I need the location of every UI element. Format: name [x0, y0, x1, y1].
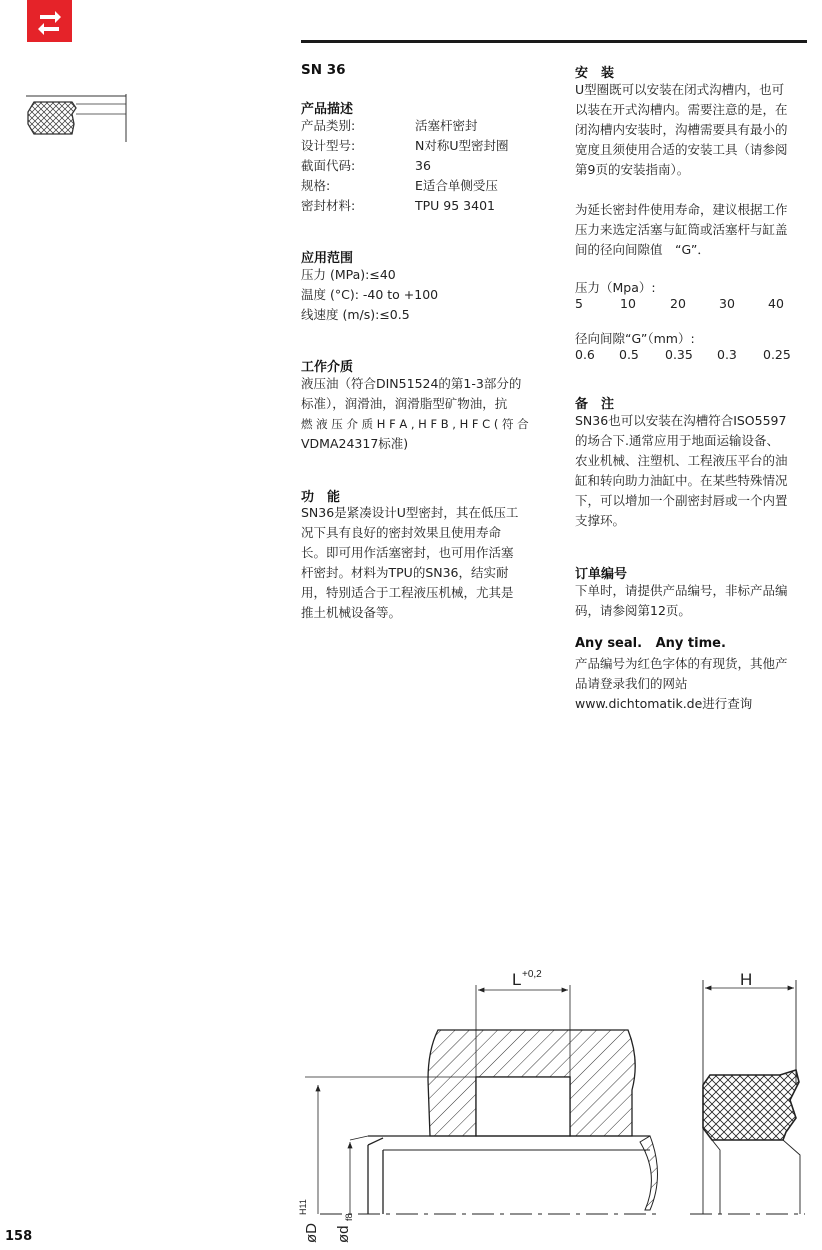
installation-heading: 安 装 [575, 66, 615, 81]
installation-line: 以装在开式沟槽内。需要注意的是，在 [575, 102, 788, 117]
groove [476, 1077, 570, 1136]
row-value: 36 [415, 158, 431, 173]
page-number: 158 [5, 1229, 33, 1244]
pressure-value: 40 [768, 296, 784, 311]
application-line: 线速度 (m/s):≤0.5 [301, 307, 410, 322]
application-line: 温度 (°C): -40 to +100 [301, 287, 439, 302]
gap-value: 0.3 [717, 347, 737, 362]
order-line: 品请登录我们的网站 [575, 676, 688, 691]
row-value: E适合单侧受压 [415, 178, 498, 193]
pressure-value: 20 [670, 296, 686, 311]
pressure-value: 10 [620, 296, 636, 311]
function-line: 杆密封。材料为TPU的SN36，结实耐 [301, 565, 509, 580]
row-value: TPU 95 3401 [415, 198, 495, 213]
pressure-label: 压力（Mpa）: [575, 280, 656, 295]
installation-line: 压力来选定活塞与缸筒或活塞杆与缸盖 [575, 222, 788, 237]
remarks-line: 农业机械、注塑机、工程液压平台的油 [575, 453, 788, 468]
row-label: 设计型号: [301, 138, 356, 153]
function-line: SN36是紧凑设计U型密封，其在低压工 [301, 505, 519, 520]
label-L: L [512, 970, 522, 989]
medium-line: 标准），润滑油，润滑脂型矿物油，抗 [301, 396, 508, 411]
installation-line: 宽度且须使用合适的安装工具（请参阅 [575, 142, 788, 157]
installation-line: 为延长密封件使用寿命，建议根据工作 [575, 202, 788, 217]
pressure-value: 5 [575, 296, 583, 311]
rod-section [320, 1136, 660, 1214]
function-line: 况下具有良好的密封效果且使用寿命 [301, 525, 502, 540]
gap-value: 0.5 [619, 347, 639, 362]
row-value: 活塞杆密封 [415, 118, 478, 133]
gap-value: 0.6 [575, 347, 595, 362]
label-d: ød [335, 1225, 352, 1243]
label-H: H [740, 970, 753, 989]
remarks-line: 的场合下.通常应用于地面运输设备、 [575, 433, 779, 448]
gap-label: 径向间隙“G”（mm）: [575, 331, 695, 346]
remarks-line: 缸和转向助力油缸中。在某些特殊情况 [575, 473, 788, 488]
description-heading: 产品描述 [301, 102, 354, 117]
application-heading: 应用范围 [301, 251, 354, 266]
order-heading: 订单编号 [575, 567, 628, 582]
remarks-line: 支撑环。 [575, 513, 626, 528]
application-line: 压力 (MPa):≤40 [301, 267, 396, 282]
medium-line: 燃 液 压 介 质 H F A , H F B , H F C ( 符 合 [301, 417, 529, 431]
medium-heading: 工作介质 [301, 360, 354, 375]
remarks-line: SN36也可以安装在沟槽符合ISO5597 [575, 413, 787, 428]
order-line: 下单时，请提供产品编号，非标产品编 [575, 583, 788, 598]
order-line: 码，请参阅第12页。 [575, 603, 691, 618]
installation-line: 闭沟槽内安装时，沟槽需要具有最小的 [575, 122, 788, 137]
row-label: 截面代码: [301, 158, 356, 173]
label-D: øD [303, 1223, 320, 1243]
row-value: N对称U型密封圈 [415, 138, 509, 153]
remarks-line: 下，可以增加一个副密封唇或一个内置 [575, 493, 788, 508]
function-line: 用，特别适合于工程液压机械，尤其是 [301, 585, 514, 600]
slogan: Any seal. Any time. [575, 636, 726, 651]
row-label: 密封材料: [301, 198, 356, 213]
order-line: 产品编号为红色字体的有现货，其他产 [575, 656, 788, 671]
function-heading: 功 能 [301, 490, 341, 505]
seal-cross-section [690, 970, 805, 1214]
function-line: 推土机械设备等。 [301, 605, 402, 620]
label-d-tolerance: f8 [344, 1213, 354, 1221]
pressure-value: 30 [719, 296, 735, 311]
function-line: 长。即可用作活塞密封，也可用作活塞 [301, 545, 514, 560]
medium-line: VDMA24317标准) [301, 436, 409, 451]
installation-line: 第9页的安装指南）。 [575, 162, 690, 177]
gap-value: 0.35 [665, 347, 693, 362]
medium-line: 液压油（符合DIN51524的第1-3部分的 [301, 376, 522, 391]
gap-value: 0.25 [763, 347, 791, 362]
installation-line: 间的径向间隙值 “G”． [575, 242, 710, 257]
row-label: 规格: [301, 178, 331, 193]
label-D-tolerance: H11 [298, 1199, 308, 1215]
product-code: SN 36 [301, 62, 346, 78]
installation-line: U型圈既可以安装在闭式沟槽内，也可 [575, 82, 785, 97]
order-line: www.dichtomatik.de进行查询 [575, 696, 753, 711]
row-label: 产品类别: [301, 118, 356, 133]
remarks-heading: 备 注 [575, 397, 615, 412]
label-L-tolerance: +0,2 [522, 969, 542, 980]
